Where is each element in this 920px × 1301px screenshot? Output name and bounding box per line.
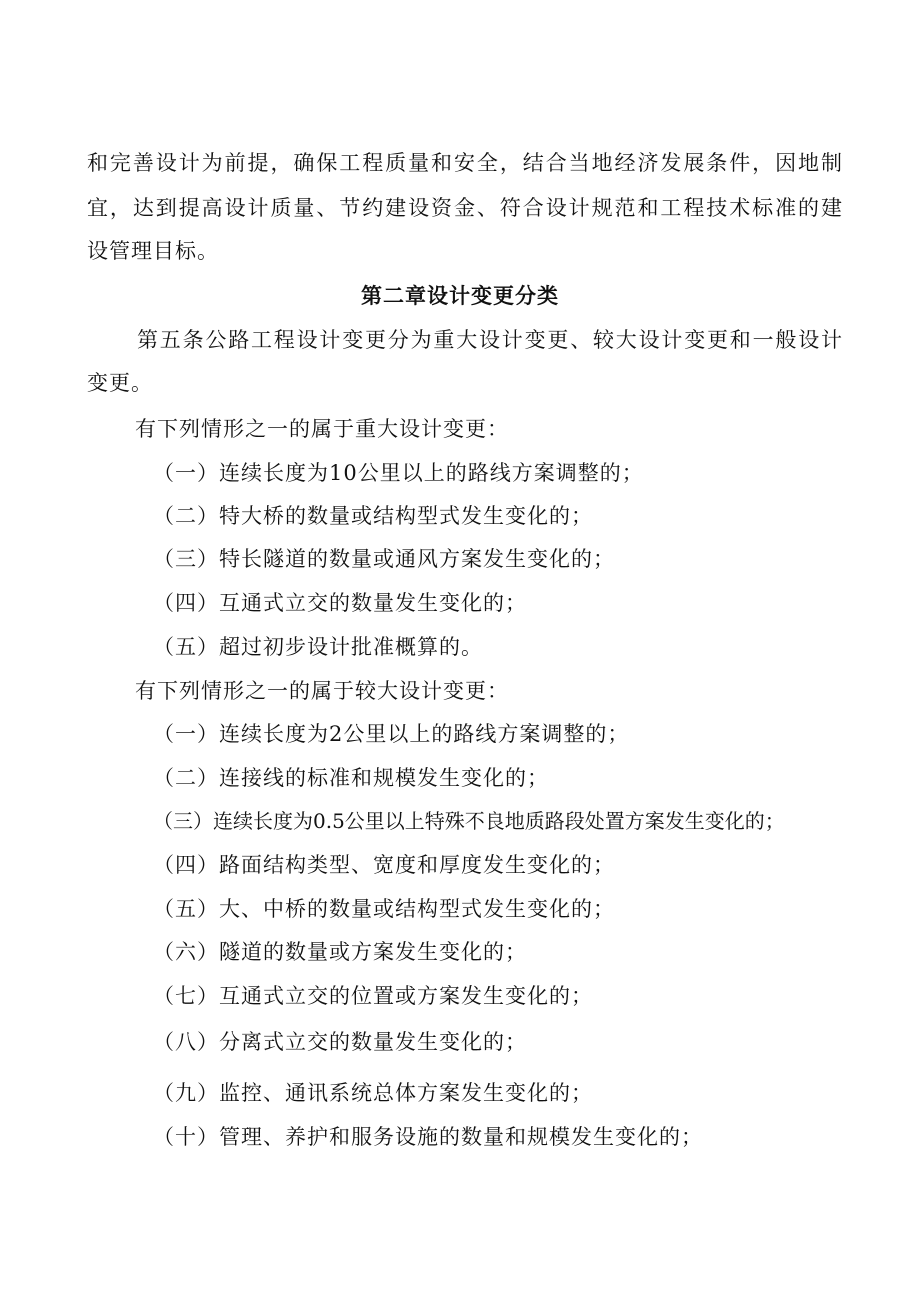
larger-item-3: （三）连续长度为0.5公里以上特殊不良地质路段处置方案发生变化的；: [153, 809, 785, 833]
chapter-title: 第二章设计变更分类: [361, 283, 559, 308]
larger-item-7: （七）互通式立交的位置或方案发生变化的；: [153, 984, 593, 1008]
intro-line-1: 和完善设计为前提，确保工程质量和安全，结合当地经济发展条件，因地制: [87, 151, 843, 175]
major-item-4: （四）互通式立交的数量发生变化的；: [153, 591, 527, 615]
larger-item-4: （四）路面结构类型、宽度和厚度发生变化的；: [153, 853, 615, 877]
larger-item-9: （九）监控、通讯系统总体方案发生变化的；: [153, 1081, 593, 1105]
larger-item-6: （六）隧道的数量或方案发生变化的；: [153, 940, 527, 964]
major-item-5: （五）超过初步设计批准概算的。: [153, 635, 483, 659]
intro-line-3: 设管理目标。: [87, 239, 219, 263]
major-item-1: （一）连续长度为10公里以上的路线方案调整的；: [153, 461, 644, 485]
larger-item-10: （十）管理、养护和服务设施的数量和规模发生变化的；: [153, 1125, 703, 1149]
larger-item-2: （二）连接线的标准和规模发生变化的；: [153, 766, 549, 790]
article-5-line-1: 第五条公路工程设计变更分为重大设计变更、较大设计变更和一般设计: [137, 328, 843, 352]
major-change-intro: 有下列情形之一的属于重大设计变更：: [135, 417, 509, 441]
larger-item-1: （一）连续长度为2公里以上的路线方案调整的；: [153, 722, 630, 746]
larger-item-8: （八）分离式立交的数量发生变化的；: [153, 1030, 527, 1054]
larger-item-5: （五）大、中桥的数量或结构型式发生变化的；: [153, 897, 615, 921]
larger-change-intro: 有下列情形之一的属于较大设计变更：: [135, 679, 509, 703]
article-5-line-2: 变更。: [87, 371, 153, 395]
major-item-2: （二）特大桥的数量或结构型式发生变化的；: [153, 504, 593, 528]
major-item-3: （三）特长隧道的数量或通风方案发生变化的；: [153, 547, 615, 571]
intro-line-2: 宜，达到提高设计质量、节约建设资金、符合设计规范和工程技术标准的建: [87, 196, 843, 220]
